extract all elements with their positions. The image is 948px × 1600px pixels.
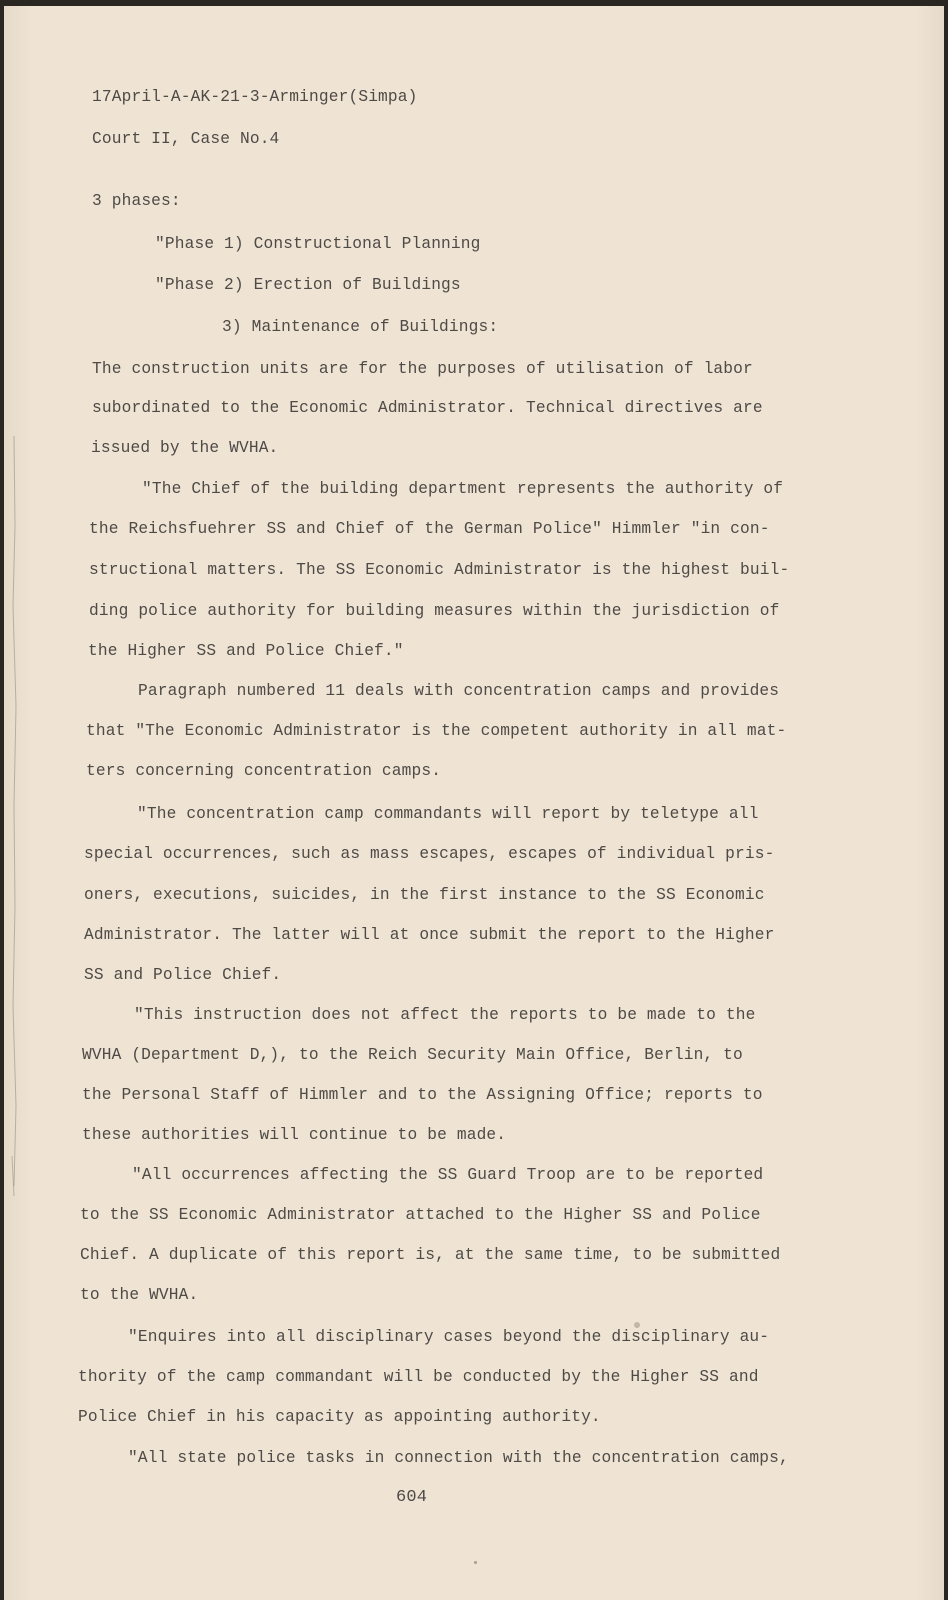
body-line: 3) Maintenance of Buildings: (222, 318, 499, 336)
body-line: "Phase 2) Erection of Buildings (155, 276, 461, 294)
body-line: the Higher SS and Police Chief." (88, 642, 404, 660)
body-line: Police Chief in his capacity as appointing authority. (78, 1408, 601, 1426)
body-line: oners, executions, suicides, in the first instance to the SS Economic (84, 886, 765, 904)
body-line: "This instruction does not affect the reports to be made to the (134, 1006, 756, 1024)
body-line: "All state police tasks in connection with the concentration camps, (128, 1449, 789, 1467)
body-line: The construction units are for the purposes of utilisation of labor (92, 360, 753, 378)
document-page (4, 6, 944, 1600)
body-line: "The concentration camp commandants will report by teletype all (137, 805, 759, 823)
margin-pencil-mark (4, 6, 34, 1600)
court-line: Court II, Case No.4 (92, 130, 280, 148)
body-line: "Enquires into all disciplinary cases beyond the disciplinary au- (128, 1328, 770, 1346)
body-line: the Reichsfuehrer SS and Chief of the German Police" Himmler "in con- (89, 520, 770, 538)
body-line: 3 phases: (92, 192, 181, 210)
page-number: 604 (396, 1488, 428, 1507)
body-line: ters concerning concentration camps. (86, 762, 442, 780)
body-line: Chief. A duplicate of this report is, at the same time, to be submitted (80, 1246, 781, 1264)
body-line: "Phase 1) Constructional Planning (155, 235, 481, 253)
body-line: "The Chief of the building department represents the authority of (142, 480, 784, 498)
body-line: WVHA (Department D,), to the Reich Security Main Office, Berlin, to (82, 1046, 743, 1064)
body-line: Paragraph numbered 11 deals with concentration camps and provides (138, 682, 780, 700)
body-line: subordinated to the Economic Administrator. Technical directives are (92, 399, 763, 417)
body-line: "All occurrences affecting the SS Guard Troop are to be reported (132, 1166, 764, 1184)
body-line: to the SS Economic Administrator attached to the Higher SS and Police (80, 1206, 761, 1224)
body-line: issued by the WVHA. (91, 439, 279, 457)
body-line: to the WVHA. (80, 1286, 199, 1304)
reference-line: 17April-A-AK-21-3-Arminger(Simpa) (92, 88, 418, 106)
paper-speck (634, 1322, 640, 1328)
body-line: that "The Economic Administrator is the competent authority in all mat- (86, 722, 787, 740)
body-line: special occurrences, such as mass escapes, escapes of individual pris- (84, 845, 775, 863)
body-line: structional matters. The SS Economic Administrator is the highest buil- (89, 561, 790, 579)
body-line: Administrator. The latter will at once submit the report to the Higher (84, 926, 775, 944)
paper-speck (474, 1561, 477, 1564)
body-line: SS and Police Chief. (84, 966, 282, 984)
body-line: ding police authority for building measures within the jurisdiction of (89, 602, 780, 620)
body-line: these authorities will continue to be made. (82, 1126, 507, 1144)
body-line: the Personal Staff of Himmler and to the Assigning Office; reports to (82, 1086, 763, 1104)
body-line: thority of the camp commandant will be conducted by the Higher SS and (78, 1368, 759, 1386)
